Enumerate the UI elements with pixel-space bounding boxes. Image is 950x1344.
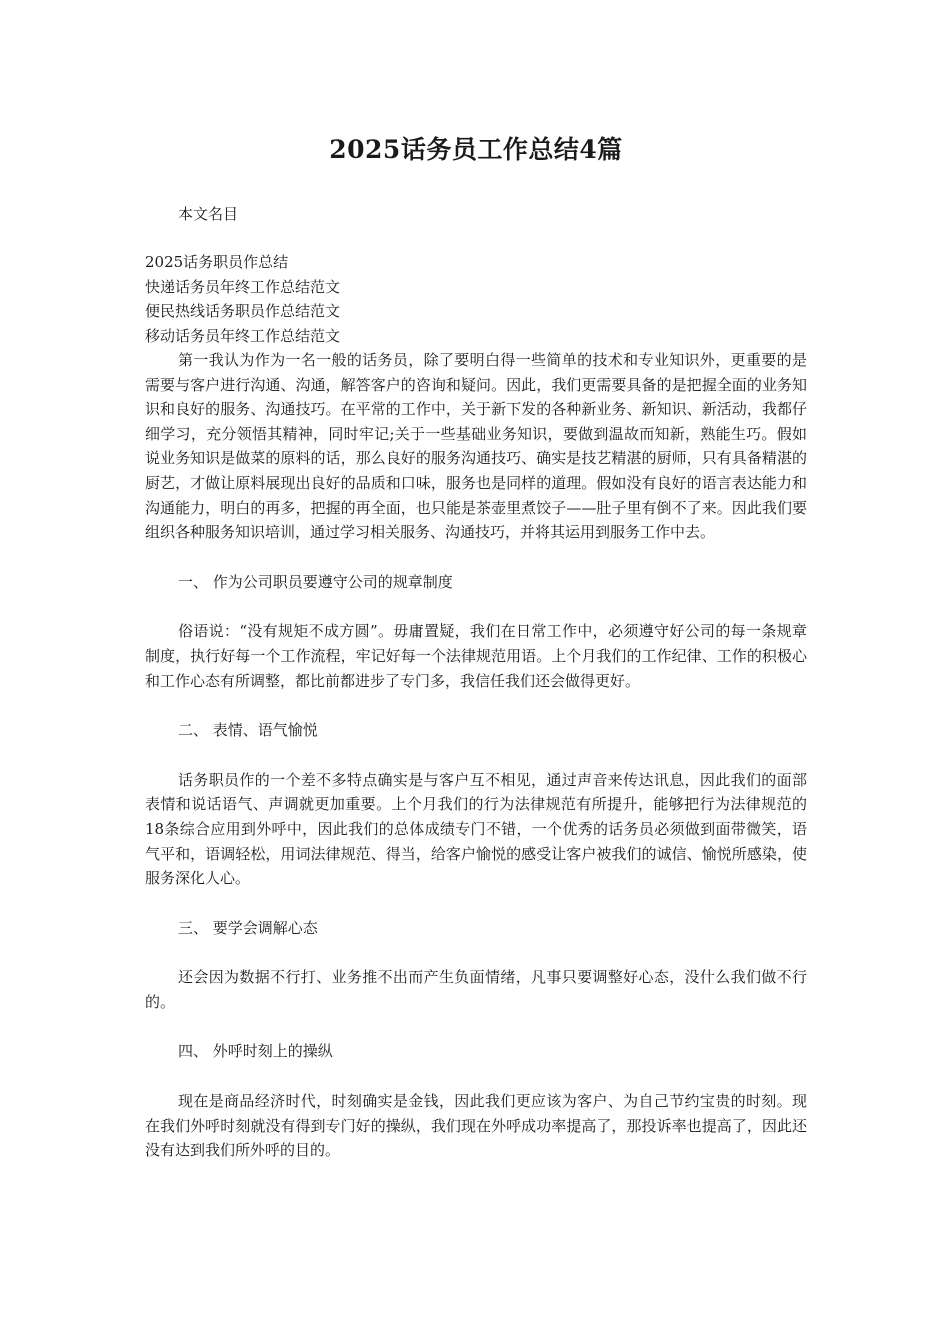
section-paragraph: 话务职员作的一个差不多特点确实是与客户互不相见，通过声音来传达讯息，因此我们的面部表情和说话语气、声调就更加重要。上个月我们的行为法律规范有所提升，能够把行为法律规范的18条综合应用到外呼中，因此我们的总体成绩专门不错，一个优秀的话务员必须做到面带微笑，语气平和，语调轻松，用词法律规范、得当，给客户愉悦的感受让客户被我们的诚信、愉悦所感染，使服务深化人心。: [145, 770, 807, 888]
section-heading: 二、 表情、语气愉悦: [178, 721, 318, 740]
toc-list: [145, 250, 340, 348]
toc-heading: 本文名目: [178, 205, 239, 223]
section-heading: 四、 外呼时刻上的操纵: [178, 1042, 333, 1061]
section-heading: 三、 要学会调解心态: [178, 918, 318, 937]
section-heading: 一、 作为公司职员要遵守公司的规章制度: [178, 572, 453, 591]
section-paragraph: 还会因为数据不行打、业务推不出而产生负面情绪，凡事只要调整好心态，没什么我们做不行的。: [145, 968, 807, 1011]
section-paragraph: 俗语说：“没有规矩不成方圆”。毋庸置疑，我们在日常工作中，必须遵守好公司的每一条规章制度，执行好每一个工作流程，牢记好每一个法律规范用语。上个月我们的工作纪律、工作的积极心和工作心态有所调整，都比前都进步了专门多，我信任我们还会做得更好。: [145, 622, 807, 690]
section-paragraph: 现在是商品经济时代，时刻确实是金钱，因此我们更应该为客户、为自己节约宝贵的时刻。现在我们外呼时刻就没有得到专门好的操纵，我们现在外呼成功率提高了，那投诉率也提高了，因此还没有达到我们所外呼的目的。: [145, 1092, 807, 1160]
toc-item: 便民热线话务职员作总结范文: [145, 302, 341, 320]
toc-item: 2025话务职员作总结: [145, 253, 289, 271]
document-body: [145, 348, 807, 1163]
intro-paragraph: 第一我认为作为一名一般的话务员，除了要明白得一些简单的技术和专业知识外，更重要的是需要与客户进行沟通、沟通，解答客户的咨询和疑问。因此，我们更需要具备的是把握全面的业务知识和良好的服务、沟通技巧。在平常的工作中，关于新下发的各种新业务、新知识、新活动，我都仔细学习，充分领悟其精神，同时牢记;关于一些基础业务知识，要做到温故而知新，熟能生巧。假如说业务知识是做菜的原料的话，那么良好的服务沟通技巧、确实是技艺精湛的厨师，只有具备精湛的厨艺，才做让原料展现出良好的品质和口味，服务也是同样的道理。假如没有良好的语言表达能力和沟通能力，明白的再多，把握的再全面，也只能是茶壶里煮饺子——肚子里有倒不了来。因此我们要组织各种服务知识培训，通过学习相关服务、沟通技巧，并将其运用到服务工作中去。: [145, 351, 807, 542]
toc-item: 移动话务员年终工作总结范文: [145, 326, 341, 345]
toc-item: 快递话务员年终工作总结范文: [145, 277, 341, 296]
document-title: 2025话务员工作总结4篇: [329, 135, 623, 164]
